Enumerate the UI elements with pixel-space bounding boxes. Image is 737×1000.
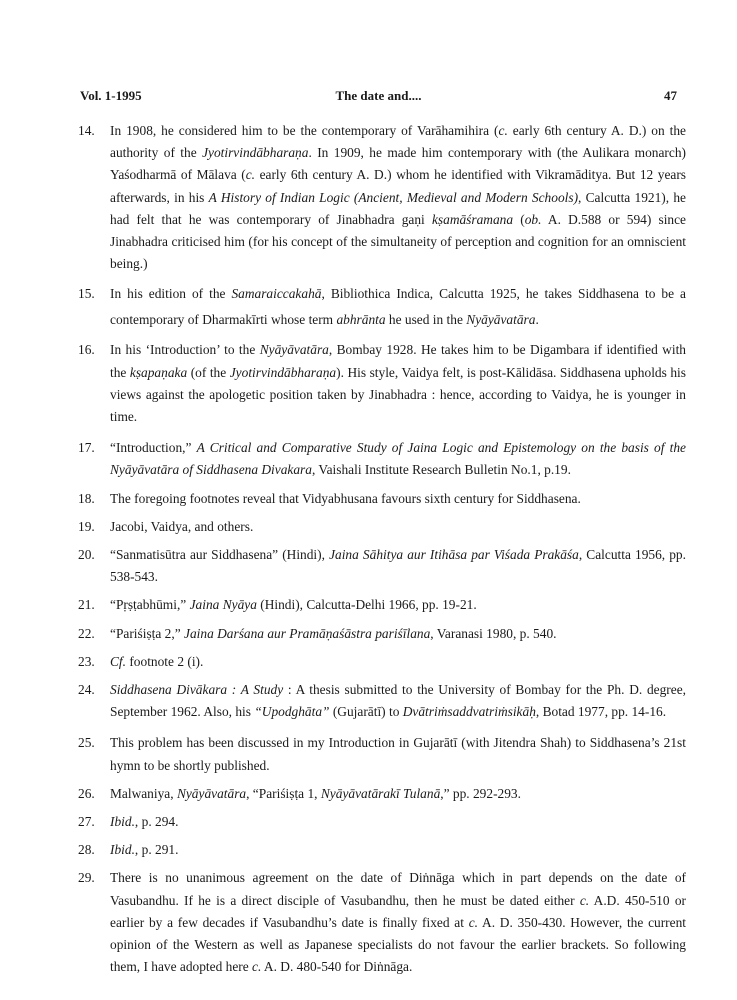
footnote-text: “Introduction,” A Critical and Comparative Study of Jaina Logic and Epistemology on the basis of the Nyāyāvatāra of Siddhasena Divakara, Vaishali Institute Research Bulletin No.1, p.19. bbox=[110, 440, 686, 478]
footnote bbox=[78, 544, 686, 588]
footnote bbox=[78, 732, 686, 776]
footnote-text: Ibid., p. 291. bbox=[110, 842, 179, 858]
footnote-number: 28. bbox=[78, 842, 95, 858]
footnote-text: In 1908, he considered him to be the contemporary of Varāhamihira (c. early 6th century A. D.) on the authority of the Jyotirvindābharaṇa. In 1909, he made him contemporary with (the Aulikara monarch) Yaśodharmā of Mālava (c. early 6th century A. D.) whom he identified with Vikramāditya. But 12 years afterwards, in his A History of Indian Logic (Ancient, Medieval and Modern Schools), Calcutta 1921), he had felt that he was contemporary of Jinabhadra gaṇi kṣamāśramana (ob. A. D.588 or 594) since Jinabhadra criticised him (for his concept of the simultaneity of perception and cognition for an omniscient being.) bbox=[110, 123, 687, 272]
footnote-text: “Sanmatisūtra aur Siddhasena” (Hindi), Jaina Sāhitya aur Itihāsa par Viśada Prakāśa, Calcutta 1956, pp. 538-543. bbox=[110, 547, 686, 585]
footnote-text: “Pṛṣṭabhūmi,” Jaina Nyāya (Hindi), Calcutta-Delhi 1966, pp. 19-21. bbox=[110, 597, 477, 613]
running-header bbox=[80, 88, 677, 104]
page-number: 47 bbox=[664, 88, 677, 103]
footnote-number: 23. bbox=[78, 653, 95, 669]
footnote bbox=[78, 783, 686, 805]
footnote-text: In his ‘Introduction’ to the Nyāyāvatāra, Bombay 1928. He takes him to be Digambara if identified with the kṣapaṇaka (of the Jyotirvindābharaṇa). His style, Vaidya felt, is post-Kālidāsa. Siddhasena upholds his views against the apologetic position taken by Jinabhadra : hence, according to Vaidya, he is younger in time. bbox=[110, 342, 686, 425]
footnote-number: 22. bbox=[78, 625, 95, 641]
footnote-text: “Pariśiṣṭa 2,” Jaina Darśana aur Pramāṇaśāstra pariśīlana, Varanasi 1980, p. 540. bbox=[110, 625, 557, 641]
footnote-text: Malwaniya, Nyāyāvatāra, “Pariśiṣṭa 1, Nyāyāvatārakī Tulanā,” pp. 292-293. bbox=[110, 785, 521, 801]
volume-label: Vol. 1-1995 bbox=[80, 88, 142, 103]
footnote-text: Cf. footnote 2 (i). bbox=[110, 653, 204, 669]
footnote bbox=[78, 339, 686, 428]
footnote-text: There is no unanimous agreement on the date of Diṅnāga which in part depends on the date of Vasubandhu. If he is a direct disciple of Vasubandhu, then he must be dated either c. A.D. 450-510 or earlier by a few decades if Vasubandhu’s date is finally fixed at c. A. D. 350-430. However, the current opinion of the Western as well as Japanese specialists do not favour the earlier brackets. So following them, I have adopted here c. A. D. 480-540 for Diṅnāga. bbox=[110, 870, 686, 975]
footnote bbox=[78, 867, 686, 978]
footnote-number: 18. bbox=[78, 490, 95, 506]
footnote bbox=[78, 811, 686, 833]
footnote bbox=[78, 679, 686, 723]
footnote bbox=[78, 651, 686, 673]
footnote-number: 26. bbox=[78, 785, 95, 801]
footnote-text: This problem has been discussed in my Introduction in Gujarātī (with Jitendra Shah) to Siddhasena’s 21st hymn to be shortly published. bbox=[110, 735, 686, 773]
footnote bbox=[78, 594, 686, 616]
footnote-number: 29. bbox=[78, 870, 95, 886]
footnote-list bbox=[78, 120, 686, 985]
footnote-number: 17. bbox=[78, 440, 95, 456]
running-title: The date and.... bbox=[335, 88, 422, 103]
footnote-text: Jacobi, Vaidya, and others. bbox=[110, 518, 254, 534]
footnote bbox=[78, 839, 686, 861]
footnote bbox=[78, 623, 686, 645]
footnote-number: 19. bbox=[78, 518, 95, 534]
footnote-number: 14. bbox=[78, 123, 95, 138]
footnote-text: Siddhasena Divākara : A Study : A thesis submitted to the University of Bombay for the Ph. D. degree, September 1962. Also, his “Upodghāta” (Gujarātī) to Dvātriṁsaddvatriṁsikāḥ, Botad 1977, pp. 14-16. bbox=[110, 682, 686, 720]
footnote-text: In his edition of the Samaraiccakahā, Bibliothica Indica, Calcutta 1925, he takes Siddhasena to be a contemporary of Dharmakīrti whose term abhrānta he used in the Nyāyāvatāra. bbox=[110, 286, 686, 328]
footnote bbox=[78, 437, 686, 481]
footnote-number: 25. bbox=[78, 735, 95, 751]
footnote-text: The foregoing footnotes reveal that Vidyabhusana favours sixth century for Siddhasena. bbox=[110, 490, 581, 506]
footnote-text: Ibid., p. 294. bbox=[110, 814, 179, 830]
footnote bbox=[78, 120, 686, 275]
footnote-number: 16. bbox=[78, 342, 95, 358]
footnote bbox=[78, 516, 686, 538]
footnote-number: 21. bbox=[78, 597, 95, 613]
footnote bbox=[78, 281, 686, 333]
footnote-number: 15. bbox=[78, 286, 95, 302]
footnote-number: 27. bbox=[78, 814, 95, 830]
footnote bbox=[78, 488, 686, 510]
footnote-number: 24. bbox=[78, 682, 95, 698]
footnote-number: 20. bbox=[78, 547, 95, 563]
